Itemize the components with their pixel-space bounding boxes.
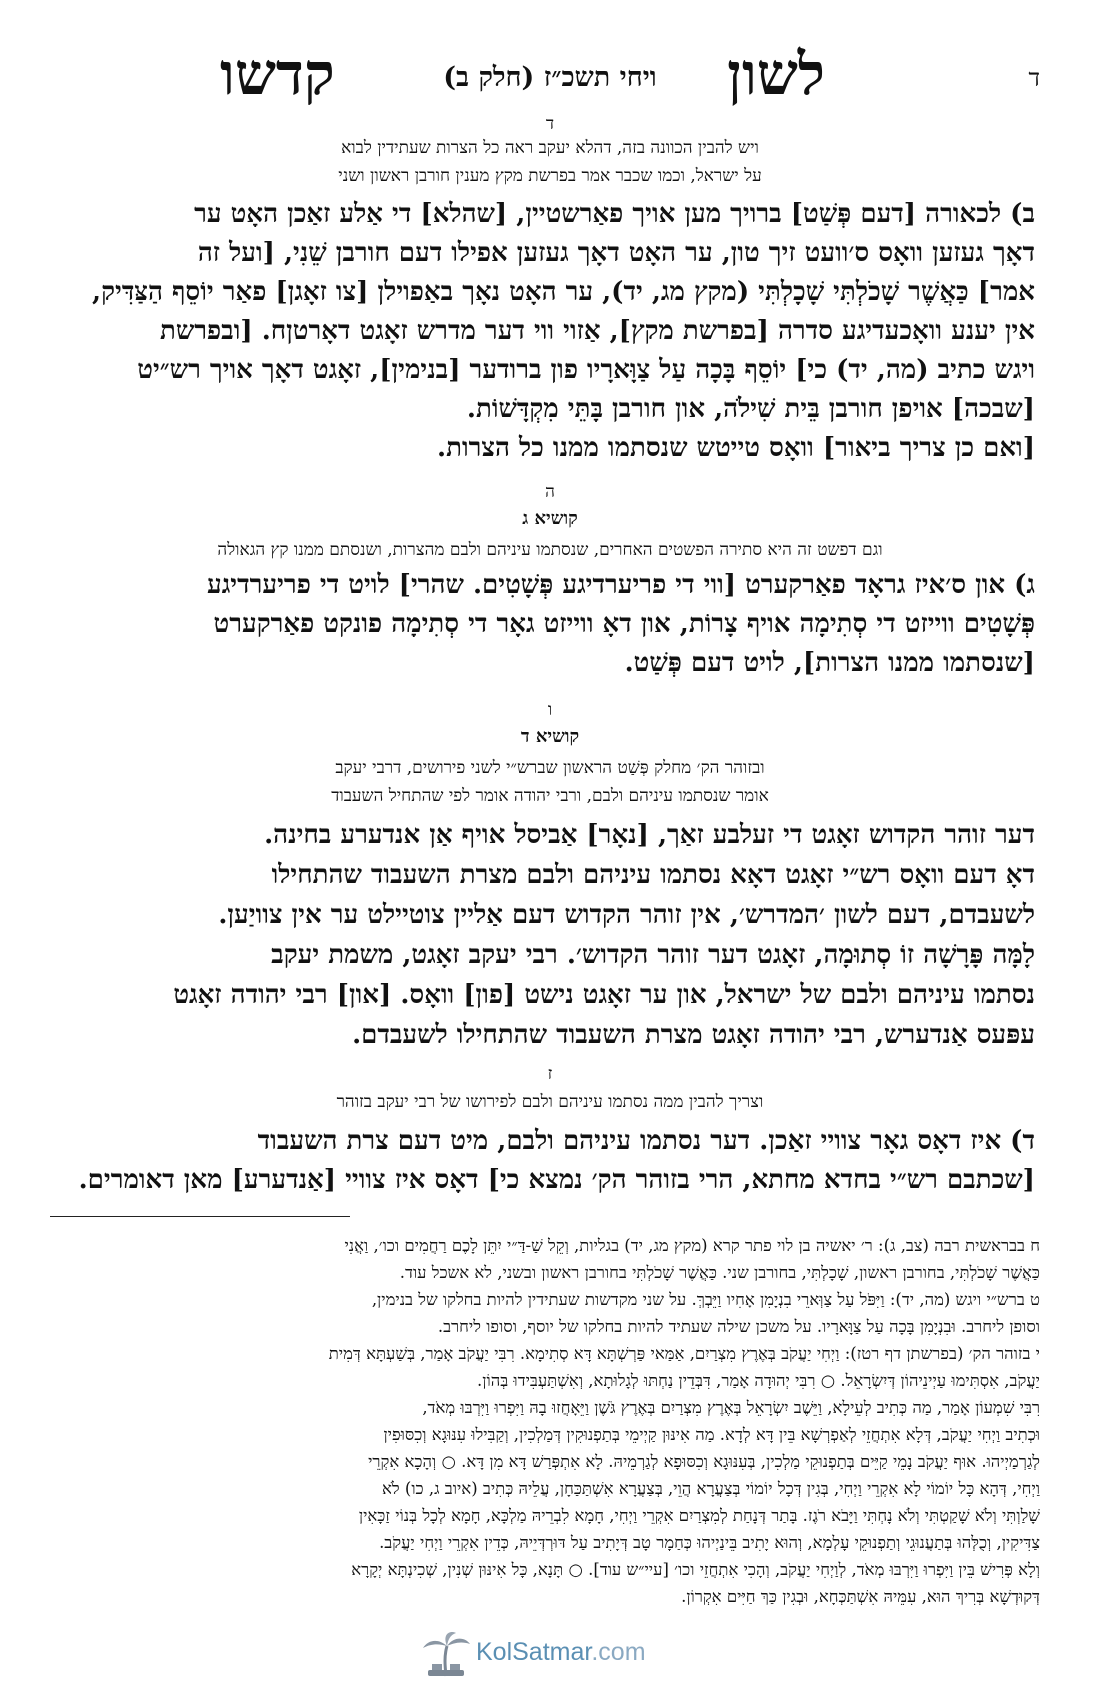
footnote-line: יַעֲקֹב, אִסְתִּימוּ עַיְינֵיהוֹן דְּיִשְׂרָאֵל. ○ רִבִּי יְהוּדָה אָמַר, דִּבְּדֵין נַחְתּוּ לְגָלוּתָא, וְאִשְׁתַּעְבִּידוּ בְּהוֹן. — [477, 1371, 1040, 1390]
footnote-divider — [50, 1216, 350, 1217]
section-summary-line: על ישראל, וכמו שכבר אמר בפרשת מקץ מענין חורבן ראשון ושני — [338, 166, 762, 186]
body-line: [שכתבם רש״י בחדא מחתא, הרי בזוהר הק׳ נמצא כי] דאָס איז צוויי [אַנדערע] מאן דאומרים. — [78, 1165, 1035, 1195]
page-number: ד — [1028, 64, 1040, 92]
footnote-line: צַדִּיקִין, וְכֻלְּהוּ בְּתַעֲנוּגֵי וְתַפְנוּקֵי עָלְמָא, וְהוּא יָתִיב בֵּינַיְיהוּ כְּחַמָר טָב דְּיָתִיב עַל דּוּרְדְּיֵיהּ, כְּדֵין אִקְרֵי וַיְחִי יַעֲקֹב. — [379, 1533, 1040, 1552]
section-letter: ה — [545, 482, 555, 502]
body-line: נסתמו עיניהם ולבם של ישראל, און ער זאָגט נישט [פון] וואָס. [און] רבי יהודה זאָגט — [173, 980, 1035, 1010]
body-line: ג) און ס׳איז גראָד פאַרקערט [ווי די פריערדיגע פְּשָׁטִים. שהרי] לויט די פריערדיגע — [207, 570, 1035, 600]
section-summary-line: אומר שנסתמו עיניהם ולבם, ורבי יהודה אומר לפי שהתחיל השעבוד — [331, 786, 769, 806]
footnote-line: ט ברש״י ויגש (מה, יד): וַיִּפֹּל עַל צַוְּארֵי בִנְיָמִן אָחִיו וַיֵּבְךְּ. על שני מקדשות שעתידין להיות בחלקו של בנימין, — [371, 1290, 1040, 1309]
title-right: לשון — [727, 40, 825, 108]
footnote-line: רִבִּי שִׁמְעוֹן אָמַר, מַה כְּתִיב לְעֵילָא, וַיֵּשֶׁב יִשְׂרָאֵל בְּאֶרֶץ מִצְרַיִם בְּאֶרֶץ גֹּשֶׁן וַיֵּאָחֲזוּ בָהּ וַיִּפְרוּ וַיִּרְבּוּ מְאֹד, — [422, 1398, 1040, 1417]
section-summary-line: וצריך להבין ממה נסתמו עיניהם ולבם לפירושו של רבי יעקב בזוהר — [336, 1092, 764, 1112]
body-line: לָמָּה פָּרָשָׁה זוֹ סְתוּמָה, זאָגט דער זוהר הקדוש׳. רבי יעקב זאָגט, משמת יעקב — [271, 940, 1035, 970]
body-line: ויגש כתיב (מה, יד) כי] יוֹסֵף בָּכָה עַל צַוָּארָיו פון ברודער [בנימין], זאָגט דאָך אויך רש״יט — [137, 355, 1035, 385]
body-line: דאָך געזען וואָס ס׳וועט זיך טון, ער האָט דאָך געזען אפילו דעם חורבן שֵׁנִי, [ועל זה — [197, 238, 1035, 268]
section-summary-line: וגם דפשט זה היא סתירה הפשטים האחרים, שנסתמו עיניהם ולבם מהצרות, ושנסתם ממנו קץ הגאולה — [217, 540, 883, 560]
section-letter: ז — [547, 1064, 553, 1084]
body-line: לשעבדם, דעם לשון ׳המדרש׳, אין זוהר הקדוש דעם אַליין צוטיילט ער אין צוויַען. — [218, 900, 1035, 930]
body-line: [ואם כן צריך ביאור] וואָס טייטש שנסתמו ממנו כל הצרות. — [437, 433, 1035, 463]
section-letter: ו — [547, 700, 553, 720]
logo-suffix: .com — [591, 1638, 646, 1666]
body-line: [שבכה] אויפן חורבן בֵּית שִׁילֹה, און חורבן בָּתֵּי מִקְדָּשׁוֹת. — [466, 394, 1035, 424]
palm-tree-icon — [420, 1630, 472, 1680]
body-line: דאָ דעם וואָס רש״י זאָגט דאָא נסתמו עיניהם ולבם מצרת השעבוד שהתחילו — [271, 860, 1035, 890]
subtitle: ויחי תשכ״ז (חלק ב) — [443, 62, 657, 93]
footnote-line: דְּקוּדְשָׁא בְּרִיךְ הוּא, עִמֵּיהּ אִשְׁתַּכְּחָא, וּבְגִין כַּךְ חַיִּים אִקְרוֹן. — [681, 1587, 1040, 1606]
section-summary-line: ויש להבין הכוונה בזה, דהלא יעקב ראה כל הצרות שעתידין לבוא — [341, 138, 759, 158]
body-line: ב) לכאורה [דעם פְּשַׁט] ברויך מען אויך פאַרשטיין, [שהלא] די אַלע זאַכן האָט ער — [194, 199, 1035, 229]
body-line: פְּשָׁטִים ווייזט די סְתִימָה אויף צָרוֹת, און דאָ ווייזט גאָר די סְתִימָה פונקט פאַרקערט — [213, 609, 1035, 639]
footnote-line: וּכְתִיב וַיְחִי יַעֲקֹב, דְּלָא אִתְחֲזֵי לְאַפְרְשָׁא בֵּין דָּא לְדָא. מַה אִינּוּן קַיְימֵי בְּתַפְנוּקִין דְּמַלְכִין, וְקַבִּילוּ עִנּוּגָא וְכִסּוּפִין — [383, 1425, 1040, 1444]
logo-text — [476, 1638, 646, 1667]
footnote-line: ח בבראשית רבה (צב, ג): ר׳ יאשיה בן לוי פתר קרא (מקץ מג, יד) בגליות, וְקֵל שַׁ-דַּ״י יִתֵּן לָכֶם רַחֲמִים וכו׳, וַאֲנִי — [344, 1236, 1040, 1255]
footnote-line: י בזוהר הק׳ (בפרשתן דף רטז): וַיְחִי יַעֲקֹב בְּאֶרֶץ מִצְרַיִם, אַמַּאי פַּרְשְׁתָּא דָּא סְתִימָא. רִבִּי יַעֲקֹב אָמַר, בְּשַׁעְתָּא דְּמִית — [328, 1344, 1040, 1363]
section-summary-line: ובזוהר הק׳ מחלק פְּשַׁט הראשון שברש״י לשני פירושים, דרבי יעקב — [335, 758, 765, 778]
footnote-line: לְגַרְמַיְיהוּ. אוּף יַעֲקֹב נָמֵי קַיֵּים בְּתַפְנוּקֵי מַלְכִין, בְּעִנּוּגָא וְכִסּוּפָא לְגַרְמֵיהּ. לָא אִתְפְּרַשׁ דָּא מִן דָּא. ○ וְהָכָא אִקְרֵי — [368, 1452, 1040, 1471]
kushya-heading: קושיא ד — [520, 726, 580, 747]
body-line: עפּעס אַנדערש, רבי יהודה זאָגט מצרת השעבוד שהתחילו לשעבדם. — [352, 1020, 1035, 1050]
footnote-line: כַּאֲשֶׁר שָׁכֹלְתִּי, בחורבן ראשון, שָׁכָלְתִּי, בחורבן שני. כַּאֲשֶׁר שָׁכֹלְתִּי בחורבן ראשון ובשני, לא אשכל עוד. — [399, 1263, 1040, 1282]
footnote-line: שָׁלַוְתִּי וְלֹא שָׁקַטְתִּי וְלֹא נָחְתִּי וַיָּבֹא רֹגֶז. בָּתַר דְּנָחַת לְמִצְרַיִם אִקְרֵי וַיְחִי, חָמָא לִבְרֵיהּ מַלְכָּא, חָמָא לְכָל בְּנוֹי זַכָּאִין — [358, 1506, 1040, 1525]
body-line: דער זוהר הקדוש זאָגט די זעלבע זאַך, [נאָר] אַביסל אויף אַן אנדערע בחינה. — [264, 820, 1035, 850]
running-header — [60, 40, 1040, 110]
kushya-heading: קושיא ג — [522, 508, 578, 529]
title-left: קדשו — [220, 40, 335, 108]
section-letter: ד — [545, 114, 555, 134]
body-line: ד) איז דאָס גאָר צוויי זאַכן. דער נסתמו עיניהם ולבם, מיט דעם צרת השעבוד — [257, 1126, 1035, 1156]
footnote-line: וַיְחִי, דְּהָא כָּל יוֹמוֹי לָא אִקְרֵי וַיְחִי, בְּגִין דְּכָל יוֹמוֹי בְּצַעֲרָא הֲוֵי, בְּצַעֲרָא אִשְׁתַּכַּחָן, עֲלֵיהּ כְּתִיב (איוב ג, כו) לֹא — [382, 1479, 1040, 1498]
body-line: אין יענע וואָכעדיגע סדרה [בפרשת מקץ], אַזוי ווי דער מדרש זאָגט דאָרטןח. [ובפרשת — [159, 316, 1035, 346]
body-line: אמר] כַּאֲשֶׁר שָׁכֹלְתִּי שָׁכָלְתִּי (מקץ מג, יד), ער האָט נאָך באַפוילן [צו זאָגן] פאַר יוֹסֵף הַצַּדִּיק, — [92, 277, 1035, 307]
footnote-line: וסופן ליחרב. וּבִנְיָמִן בָּכָה עַל צַוָּארָיו. על משכן שילה שעתיד להיות בחלקו של יוסף, וסופו ליחרב. — [437, 1317, 1040, 1336]
logo-name: KolSatmar — [476, 1638, 592, 1666]
kolsatmar-logo — [420, 1630, 700, 1680]
footnote-line: וְלָא פְּרִישׁ בֵּין וַיִּפְרוּ וַיִּרְבּוּ מְאֹד, לְוַיְחִי יַעֲקֹב, וְהָכִי אִתְחֲזֵי וכו׳ [עיי״ש עוד]. ○ תָּנָא, כָּל אִינּוּן שְׁנִין, שְׁכִינְתָּא יְקָרָא — [351, 1560, 1040, 1579]
body-line: [שנסתמו ממנו הצרות], לויט דעם פְּשַׁט. — [624, 648, 1035, 678]
